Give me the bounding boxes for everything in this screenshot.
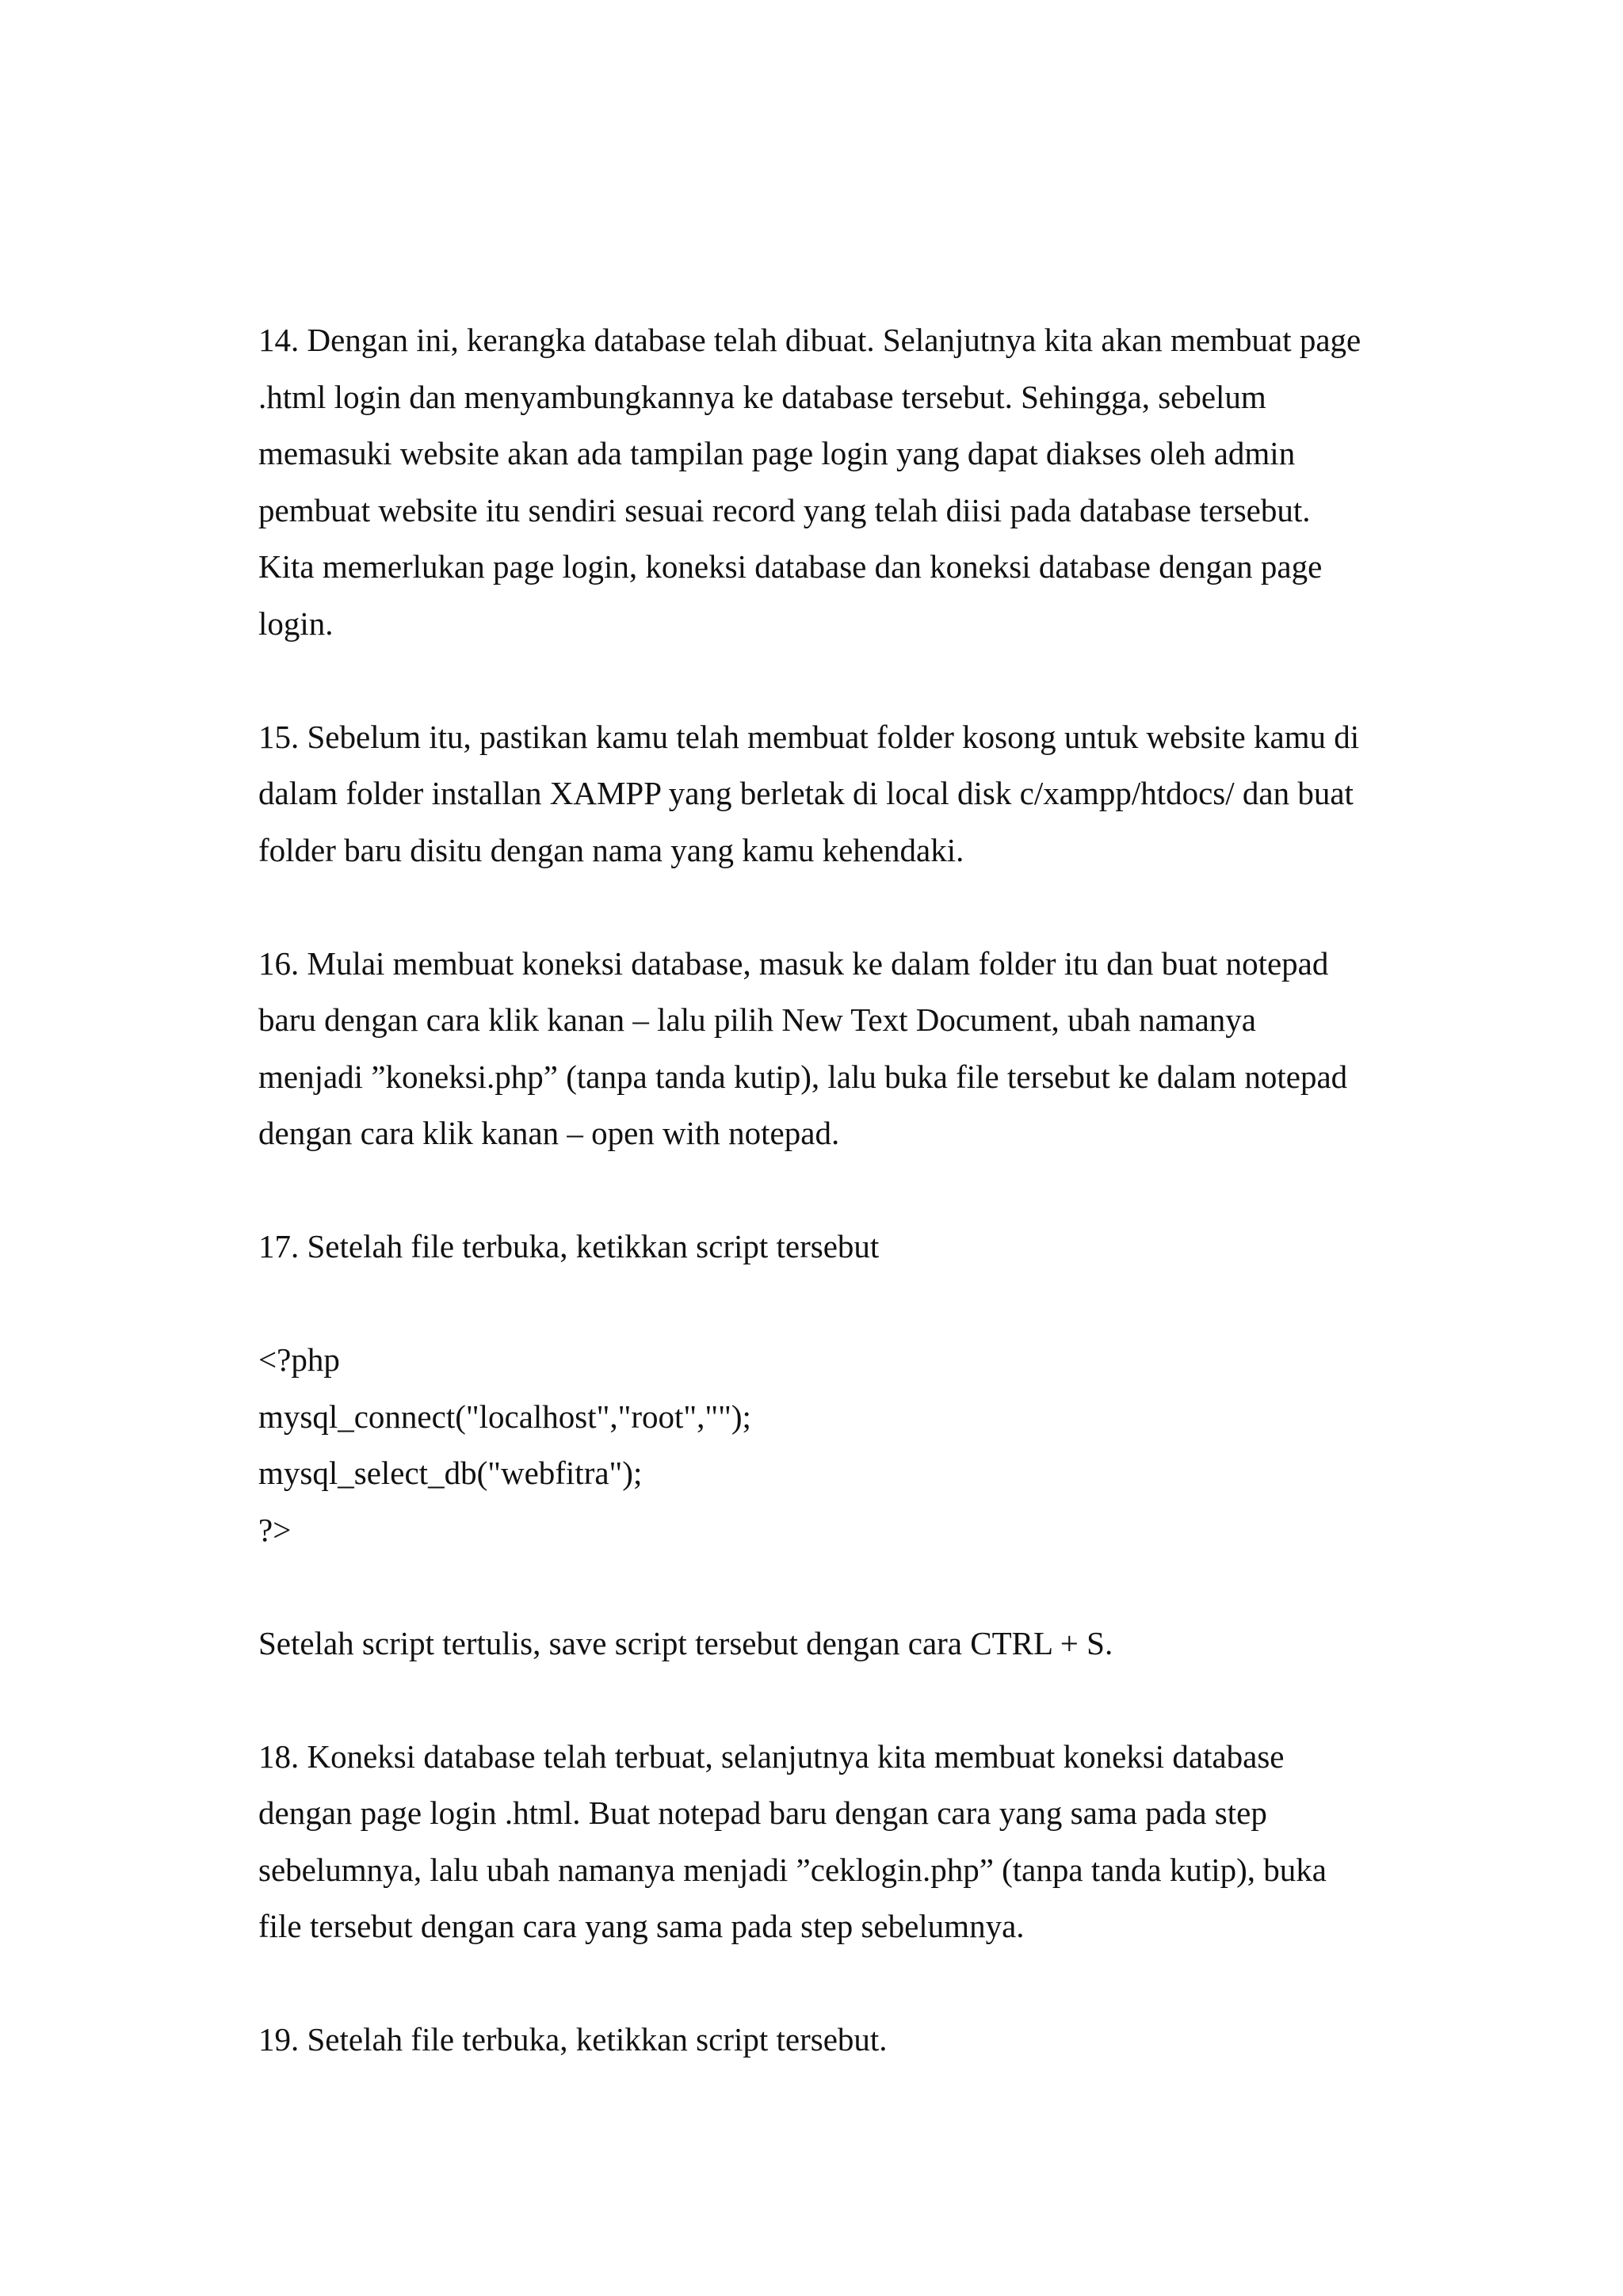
paragraph-step-15 <box>258 709 1384 879</box>
text-line: login. <box>258 605 334 642</box>
paragraph-step-17 <box>258 1219 1384 1276</box>
code-line: mysql_select_db("webfitra"); <box>258 1455 643 1491</box>
code-block <box>258 1332 1384 1558</box>
text-line: dengan cara klik kanan – open with notepad. <box>258 1115 840 1151</box>
paragraph-step-14 <box>258 312 1384 652</box>
text-line: dalam folder installan XAMPP yang berletak di local disk c/xampp/htdocs/ dan buat <box>258 775 1354 811</box>
text-line: baru dengan cara klik kanan – lalu pilih New Text Document, ubah namanya <box>258 1001 1256 1038</box>
text-line: file tersebut dengan cara yang sama pada step sebelumnya. <box>258 1908 1025 1944</box>
paragraph-step-19 <box>258 2012 1384 2069</box>
text-line: Kita memerlukan page login, koneksi database dan koneksi database dengan page <box>258 548 1323 585</box>
paragraph-gap <box>258 879 1384 936</box>
paragraph-gap <box>258 1672 1384 1729</box>
code-line: ?> <box>258 1511 292 1548</box>
text-line: menjadi ”koneksi.php” (tanpa tanda kutip), lalu buka file tersebut ke dalam notepad <box>258 1058 1348 1095</box>
code-line: mysql_connect("localhost","root",""); <box>258 1398 751 1435</box>
text-line: Setelah script tertulis, save script tersebut dengan cara CTRL + S. <box>258 1624 1113 1661</box>
text-line: 18. Koneksi database telah terbuat, selanjutnya kita membuat koneksi database <box>258 1737 1285 1775</box>
paragraph-step-16 <box>258 936 1384 1162</box>
text-line: dengan page login .html. Buat notepad baru dengan cara yang sama pada step <box>258 1794 1267 1831</box>
paragraph-gap <box>258 1276 1384 1333</box>
text-line: 19. Setelah file terbuka, ketikkan script tersebut. <box>258 2021 888 2058</box>
paragraph-step-18 <box>258 1729 1384 1955</box>
text-line: 17. Setelah file terbuka, ketikkan script tersebut <box>258 1228 880 1264</box>
code-line: <?php <box>258 1341 340 1378</box>
text-line: 15. Sebelum itu, pastikan kamu telah membuat folder kosong untuk website kamu di <box>258 718 1360 755</box>
paragraph-save-note <box>258 1615 1384 1672</box>
text-line: memasuki website akan ada tampilan page login yang dapat diakses oleh admin <box>258 435 1296 471</box>
paragraph-gap <box>258 1955 1384 2012</box>
text-line: .html login dan menyambungkannya ke database tersebut. Sehingga, sebelum <box>258 378 1266 415</box>
document-body <box>258 312 1384 2069</box>
text-line: 16. Mulai membuat koneksi database, masuk ke dalam folder itu dan buat notepad <box>258 944 1329 982</box>
text-line: sebelumnya, lalu ubah namanya menjadi ”ceklogin.php” (tanpa tanda kutip), buka <box>258 1851 1327 1888</box>
paragraph-gap <box>258 652 1384 709</box>
text-line: 14. Dengan ini, kerangka database telah dibuat. Selanjutnya kita akan membuat page <box>258 322 1361 358</box>
text-line: folder baru disitu dengan nama yang kamu kehendaki. <box>258 831 964 868</box>
paragraph-gap <box>258 1558 1384 1615</box>
paragraph-gap <box>258 1162 1384 1219</box>
text-line: pembuat website itu sendiri sesuai record yang telah diisi pada database tersebut. <box>258 491 1311 528</box>
